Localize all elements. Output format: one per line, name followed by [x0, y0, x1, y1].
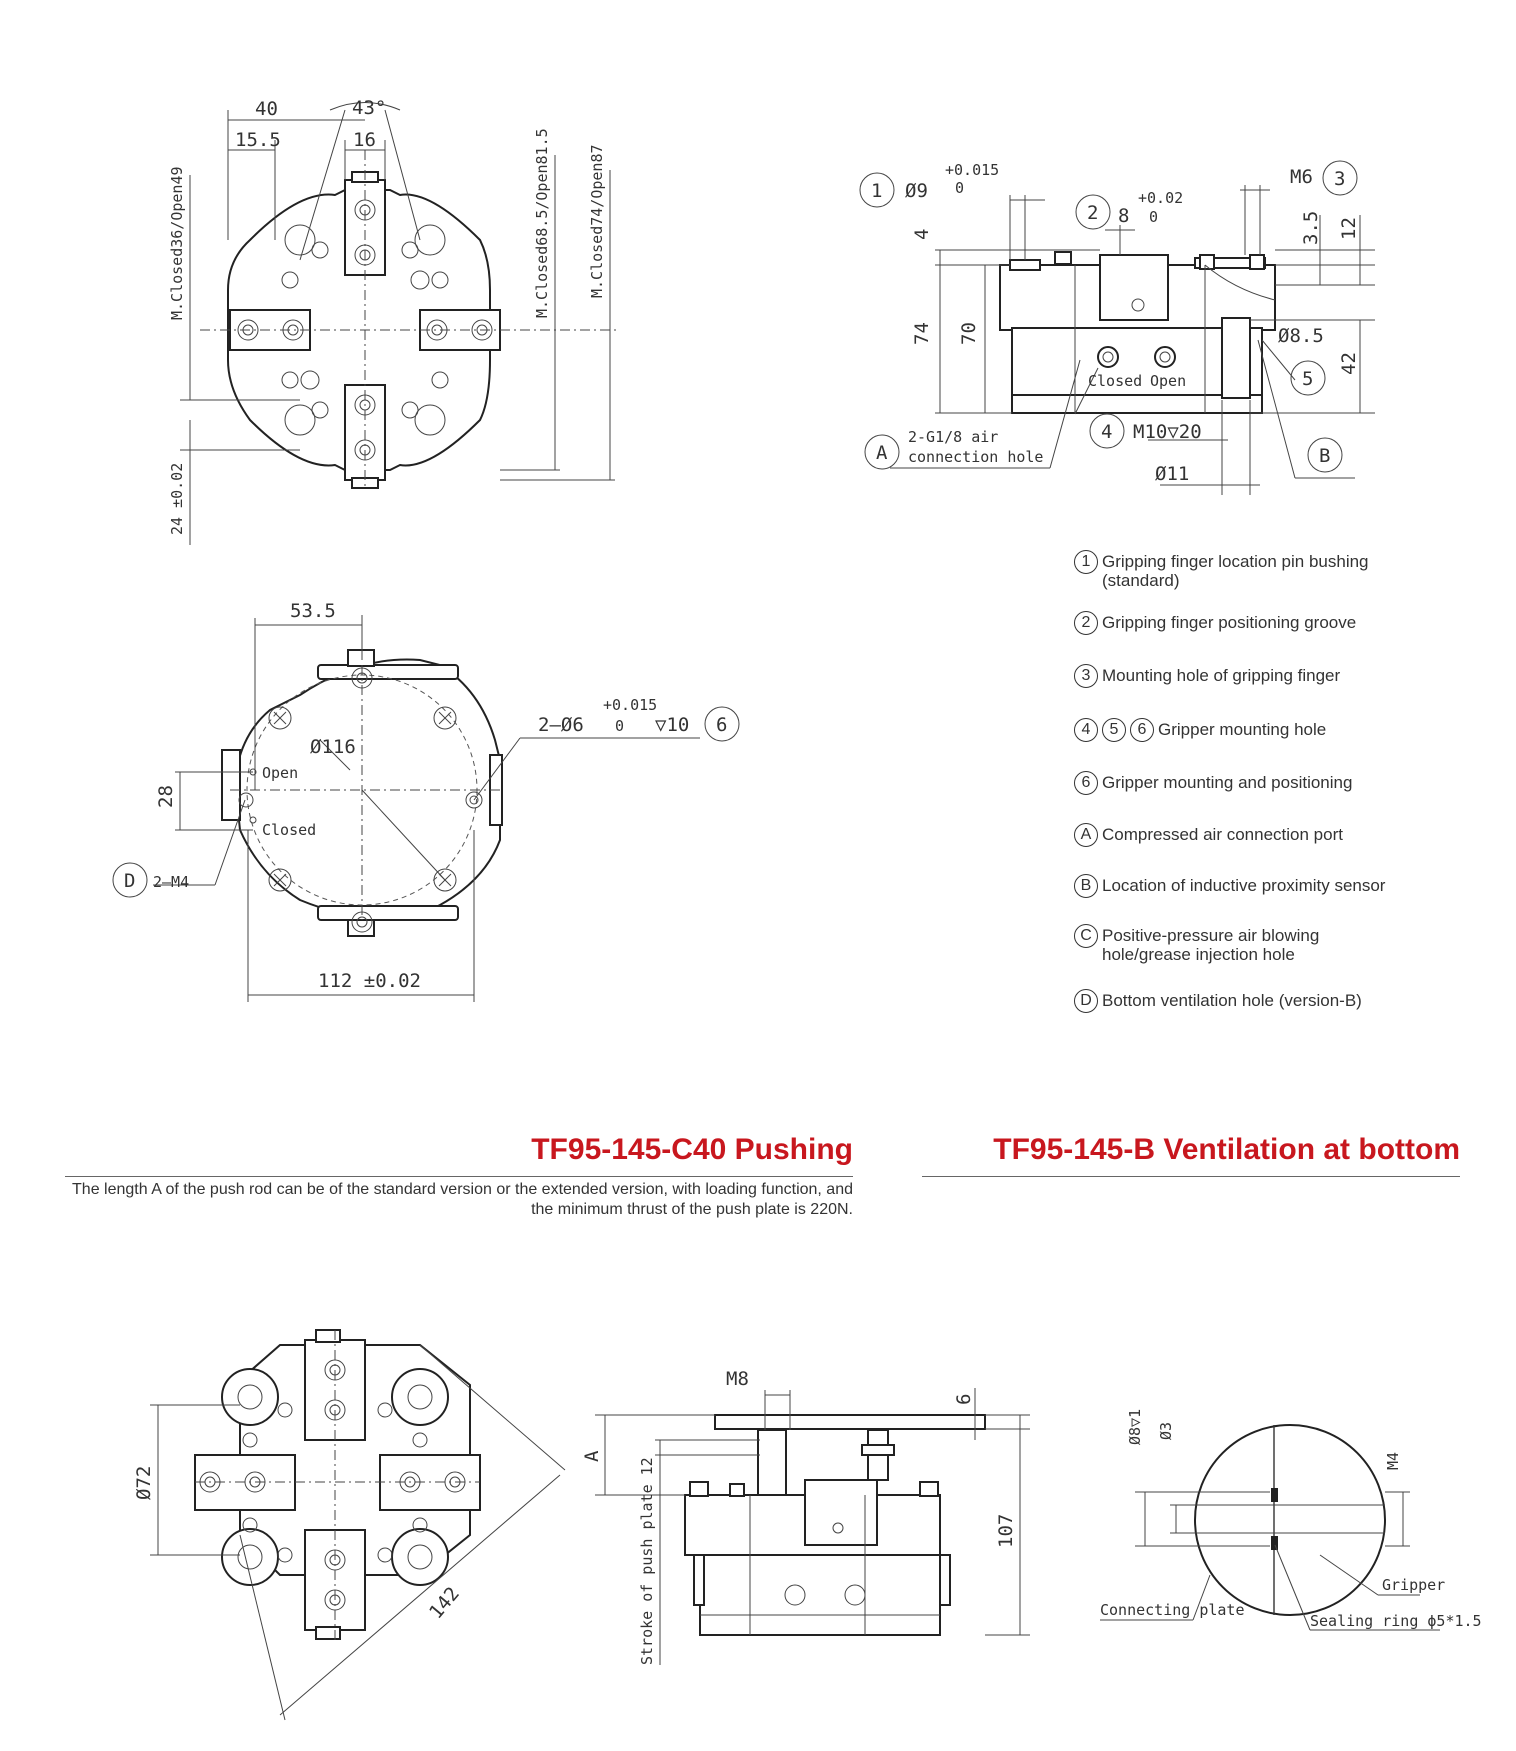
legend-badge: 3: [1074, 664, 1098, 688]
dim-3: Ø3: [1157, 1421, 1175, 1440]
badge-2-label: 2: [1087, 202, 1099, 224]
dim-closed74: M.Closed74/Open87: [588, 144, 606, 298]
dim-107: 107: [995, 1513, 1017, 1548]
badge-4-label: 4: [1101, 421, 1113, 443]
legend-text: Location of inductive proximity sensor: [1102, 876, 1386, 895]
label-connecting: Connecting plate: [1100, 1601, 1245, 1619]
dim-72: Ø72: [133, 1465, 155, 1500]
air-label-1: 2-G1/8 air: [908, 428, 999, 446]
dim-closed36: M.Closed36/Open49: [168, 166, 186, 320]
air-label-2: connection hole: [908, 448, 1044, 466]
dim-15-5: 15.5: [235, 129, 281, 151]
c40-side-view: [581, 1368, 1030, 1665]
dim-m8: M8: [726, 1368, 749, 1390]
tol-8-lo: 0: [1149, 208, 1159, 226]
legend-item-2: [1074, 611, 1356, 635]
badge-d-label: D: [124, 870, 136, 892]
legend-item-6: [1074, 823, 1343, 847]
tol-9-lo: 0: [955, 179, 965, 197]
tol-9-hi: +0.015: [945, 161, 1000, 179]
b-section-title: TF95-145-B Ventilation at bottom: [993, 1133, 1460, 1166]
side-view: [860, 161, 1375, 495]
dim-12: 12: [1338, 217, 1360, 240]
legend-text: Gripper mounting hole: [1158, 720, 1327, 739]
legend-badge: C: [1074, 924, 1098, 948]
c40-top-view: [133, 1330, 565, 1720]
legend-item-7: [1074, 874, 1385, 898]
legend-text: Gripper mounting and positioning: [1102, 773, 1353, 792]
dim-stroke: Stroke of push plate 12: [638, 1457, 656, 1665]
side-label-closed: Closed: [1088, 372, 1143, 390]
legend-badge: B: [1074, 874, 1098, 898]
legend-badge: A: [1074, 823, 1098, 847]
legend-text: Positive-pressure air blowing hole/grease injection hole: [1102, 926, 1320, 964]
dim-m6: M6: [1290, 166, 1313, 188]
dim-24: 24 ±0.02: [168, 462, 186, 535]
badge-3-label: 3: [1334, 168, 1346, 190]
label-gripper: Gripper: [1382, 1576, 1446, 1594]
legend-text: Compressed air connection port: [1102, 825, 1343, 844]
callout-d-text: 2—M4: [153, 873, 190, 891]
legend-item-9: [1074, 989, 1362, 1013]
dim-a: A: [581, 1450, 603, 1462]
dim-40: 40: [255, 98, 278, 120]
legend-text: Bottom ventilation hole (version-B): [1102, 991, 1362, 1010]
pin-spec: 2—Ø6: [538, 714, 584, 736]
legend-badge: 4: [1074, 718, 1098, 742]
legend-badge: 6: [1130, 718, 1154, 742]
legend-item-1: [1074, 550, 1422, 590]
badge-1-label: 1: [871, 180, 883, 202]
badge-6-label: 6: [716, 714, 728, 736]
label-sealing: Sealing ring ϕ5*1.5: [1310, 1612, 1482, 1630]
legend-text: Gripping finger location pin bushing (standard): [1102, 552, 1369, 590]
dim-4: 4: [911, 228, 933, 240]
b-divider: [922, 1176, 1460, 1177]
label-closed: Closed: [262, 821, 317, 839]
dim-3-5: 3.5: [1300, 210, 1322, 245]
pin-depth: ▽10: [655, 714, 690, 736]
legend-item-4: [1074, 718, 1326, 742]
dim-43-angle: 43°: [352, 97, 387, 119]
dim-74: 74: [911, 322, 933, 345]
dim-m10: M10▽20: [1133, 421, 1202, 443]
dim-28: 28: [155, 785, 177, 808]
label-open: Open: [262, 764, 299, 782]
legend-badge: 6: [1074, 771, 1098, 795]
legend-badge: 2: [1074, 611, 1098, 635]
dim-11: Ø11: [1155, 463, 1190, 485]
legend-badge: 5: [1102, 718, 1126, 742]
dim-112: 112 ±0.02: [318, 970, 421, 992]
badge-5-label: 5: [1302, 368, 1314, 390]
legend-item-3: [1074, 664, 1340, 688]
dim-closed68: M.Closed68.5/Open81.5: [533, 128, 551, 318]
legend-text: Mounting hole of gripping finger: [1102, 666, 1341, 685]
b-detail-section: [1100, 1409, 1482, 1630]
dim-42: 42: [1338, 352, 1360, 375]
dim-8: 8: [1118, 205, 1130, 227]
c40-section-title: TF95-145-C40 Pushing: [531, 1133, 853, 1166]
legend-text: Gripping finger positioning groove: [1102, 613, 1357, 632]
legend-badge: 1: [1074, 550, 1098, 574]
dim-m4: M4: [1384, 1451, 1402, 1470]
dim-8-1: Ø8▽1: [1126, 1408, 1144, 1445]
dim-70: 70: [958, 322, 980, 345]
legend-badge: D: [1074, 989, 1098, 1013]
side-label-open: Open: [1150, 372, 1187, 390]
badge-b-label: B: [1319, 445, 1331, 467]
top-view: [168, 97, 620, 545]
c40-note: The length A of the push rod can be of the standard version or the extended version, with loading function, and the minimum thrust of the push plate is 220N.: [72, 1181, 853, 1218]
dim-116: Ø116: [310, 736, 356, 758]
dim-16: 16: [353, 129, 376, 151]
c40-divider: [65, 1176, 853, 1177]
bottom-view: [113, 600, 739, 1002]
pin-tol-hi: +0.015: [603, 696, 658, 714]
dim-8-5: Ø8.5: [1278, 325, 1324, 347]
pin-tol-lo: 0: [615, 717, 625, 735]
legend-item-5: [1074, 771, 1352, 795]
dim-6: 6: [953, 1393, 975, 1405]
badge-a-label: A: [876, 442, 888, 464]
legend-item-8: [1074, 924, 1362, 964]
dim-53-5: 53.5: [290, 600, 336, 622]
tol-8-hi: +0.02: [1138, 189, 1184, 207]
dim-9: Ø9: [905, 180, 928, 202]
dim-142: 142: [424, 1582, 464, 1624]
